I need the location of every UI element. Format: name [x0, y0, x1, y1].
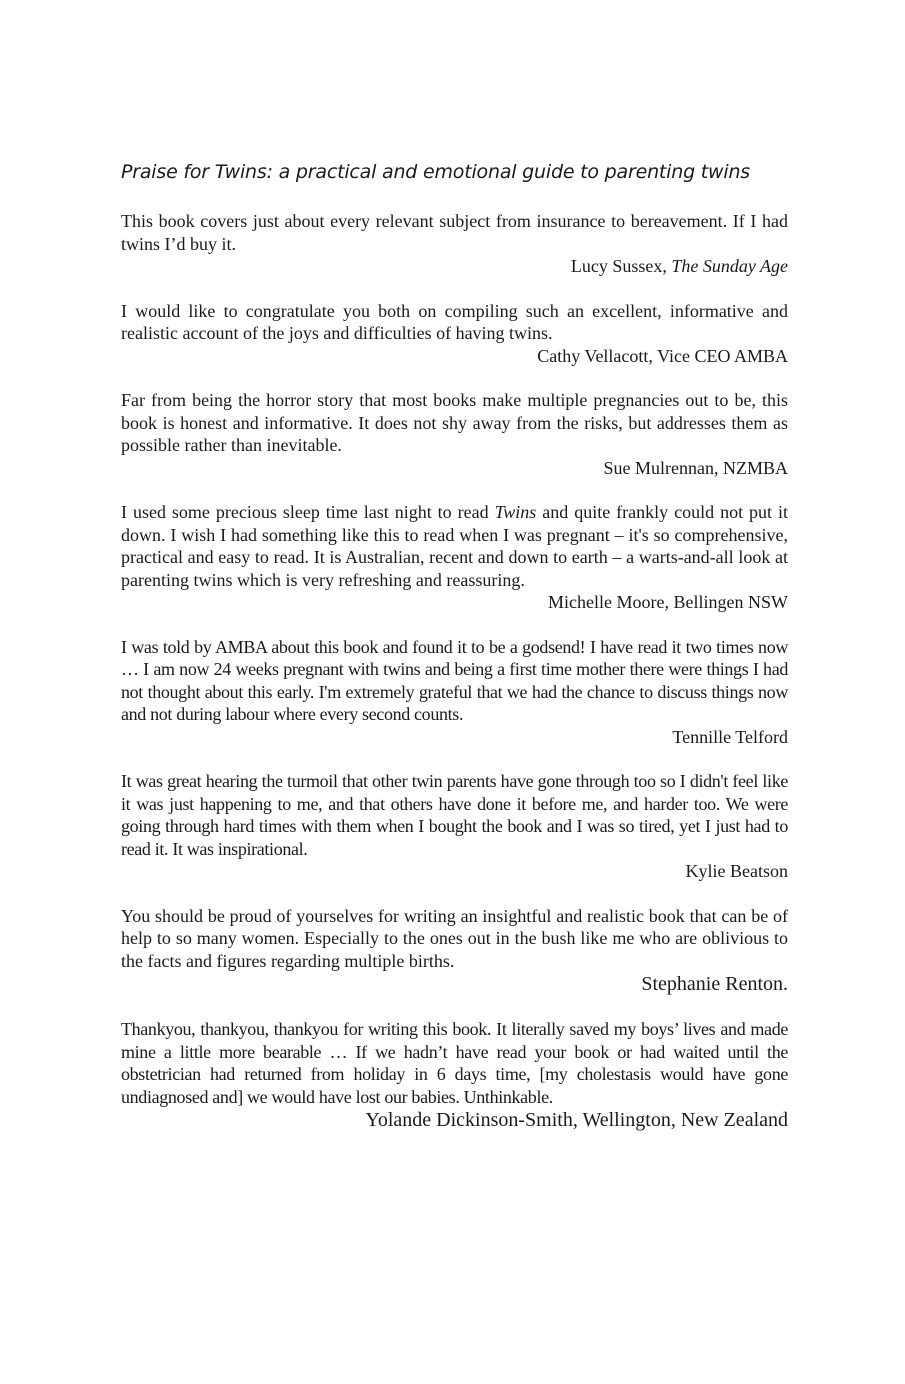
quote-text: I was told by AMBA about this book and found it to be a godsend! I have read it two times now … I am now 24 weeks pregnant with twins and being a first time mother there were things I had not thought about this early. I'm extremely grateful that we had the chance to discuss things now and not during labour where every second counts. — [121, 636, 788, 724]
quote-text: I would like to congratulate you both on compiling such an excellent, informative and realistic account of the joys and difficulties of having twins. — [121, 300, 788, 343]
attribution-source: The Sunday Age — [671, 256, 788, 276]
quote-item — [121, 501, 788, 614]
quote-attribution: Sue Mulrennan, NZMBA — [603, 457, 788, 478]
quote-item — [121, 636, 788, 749]
quote-text: Far from being the horror story that most books make multiple pregnancies out to be, this book is honest and informative. It does not shy away from the risks, but addresses them as possible rather than inevitable. — [121, 390, 788, 455]
quote-attribution: Yolande Dickinson-Smith, Wellington, New Zealand — [365, 1109, 788, 1131]
book-title-emphasis: Twins — [494, 502, 537, 522]
quote-item — [121, 1018, 788, 1132]
quote-text: This book covers just about every relevant subject from insurance to bereavement. If I had twins I’d buy it. — [121, 211, 788, 254]
quote-item — [121, 389, 788, 479]
quote-text: It was great hearing the turmoil that other twin parents have gone through too so I didn't feel like it was just happening to me, and that others have done it before me, and harder too. We were going through hard times with them when I bought the book and I was so tired, yet I just had to read it. It was inspirational. — [121, 771, 788, 859]
quote-text — [121, 501, 788, 591]
quote-attribution: Michelle Moore, Bellingen NSW — [548, 592, 788, 612]
quote-item — [121, 770, 788, 883]
quote-attribution: Kylie Beatson — [685, 861, 788, 881]
quote-item — [121, 210, 788, 278]
quote-text-part: and quite frankly could not put it down. I wish I had something like this to read when I was pregnant – it's so comprehensive, practical and easy to read. It is Australian, recent and down to earth – a warts-and-all look at parenting twins which is very refreshing and reassuring. — [121, 502, 789, 590]
attribution-author: Lucy Sussex, — [570, 256, 672, 276]
praise-page — [121, 158, 788, 1154]
quote-attribution: Tennille Telford — [672, 726, 788, 747]
quote-text: Thankyou, thankyou, thankyou for writing this book. It literally saved my boys’ lives and made mine a little more bearable … If we hadn’t have read your book or had waited until the obstetrician had returned from holiday in 6 days time, [my cholestasis would have gone undiagnosed and] we would have lost our babies. Unthinkable. — [121, 1019, 788, 1107]
page-title: Praise for Twins: a practical and emotional guide to parenting twins — [121, 161, 750, 183]
quote-attribution: Cathy Vellacott, Vice CEO AMBA — [537, 345, 788, 366]
quote-text: You should be proud of yourselves for writing an insightful and realistic book that can be of help to so many women. Especially to the ones out in the bush like me who are oblivious to the facts and figures regarding multiple births. — [121, 905, 788, 971]
quote-item — [121, 300, 788, 368]
quote-item — [121, 905, 788, 997]
quote-attribution — [121, 255, 788, 278]
quote-attribution: Stephanie Renton. — [641, 973, 788, 995]
quote-text-part: I used some precious sleep time last night to read — [121, 502, 495, 522]
